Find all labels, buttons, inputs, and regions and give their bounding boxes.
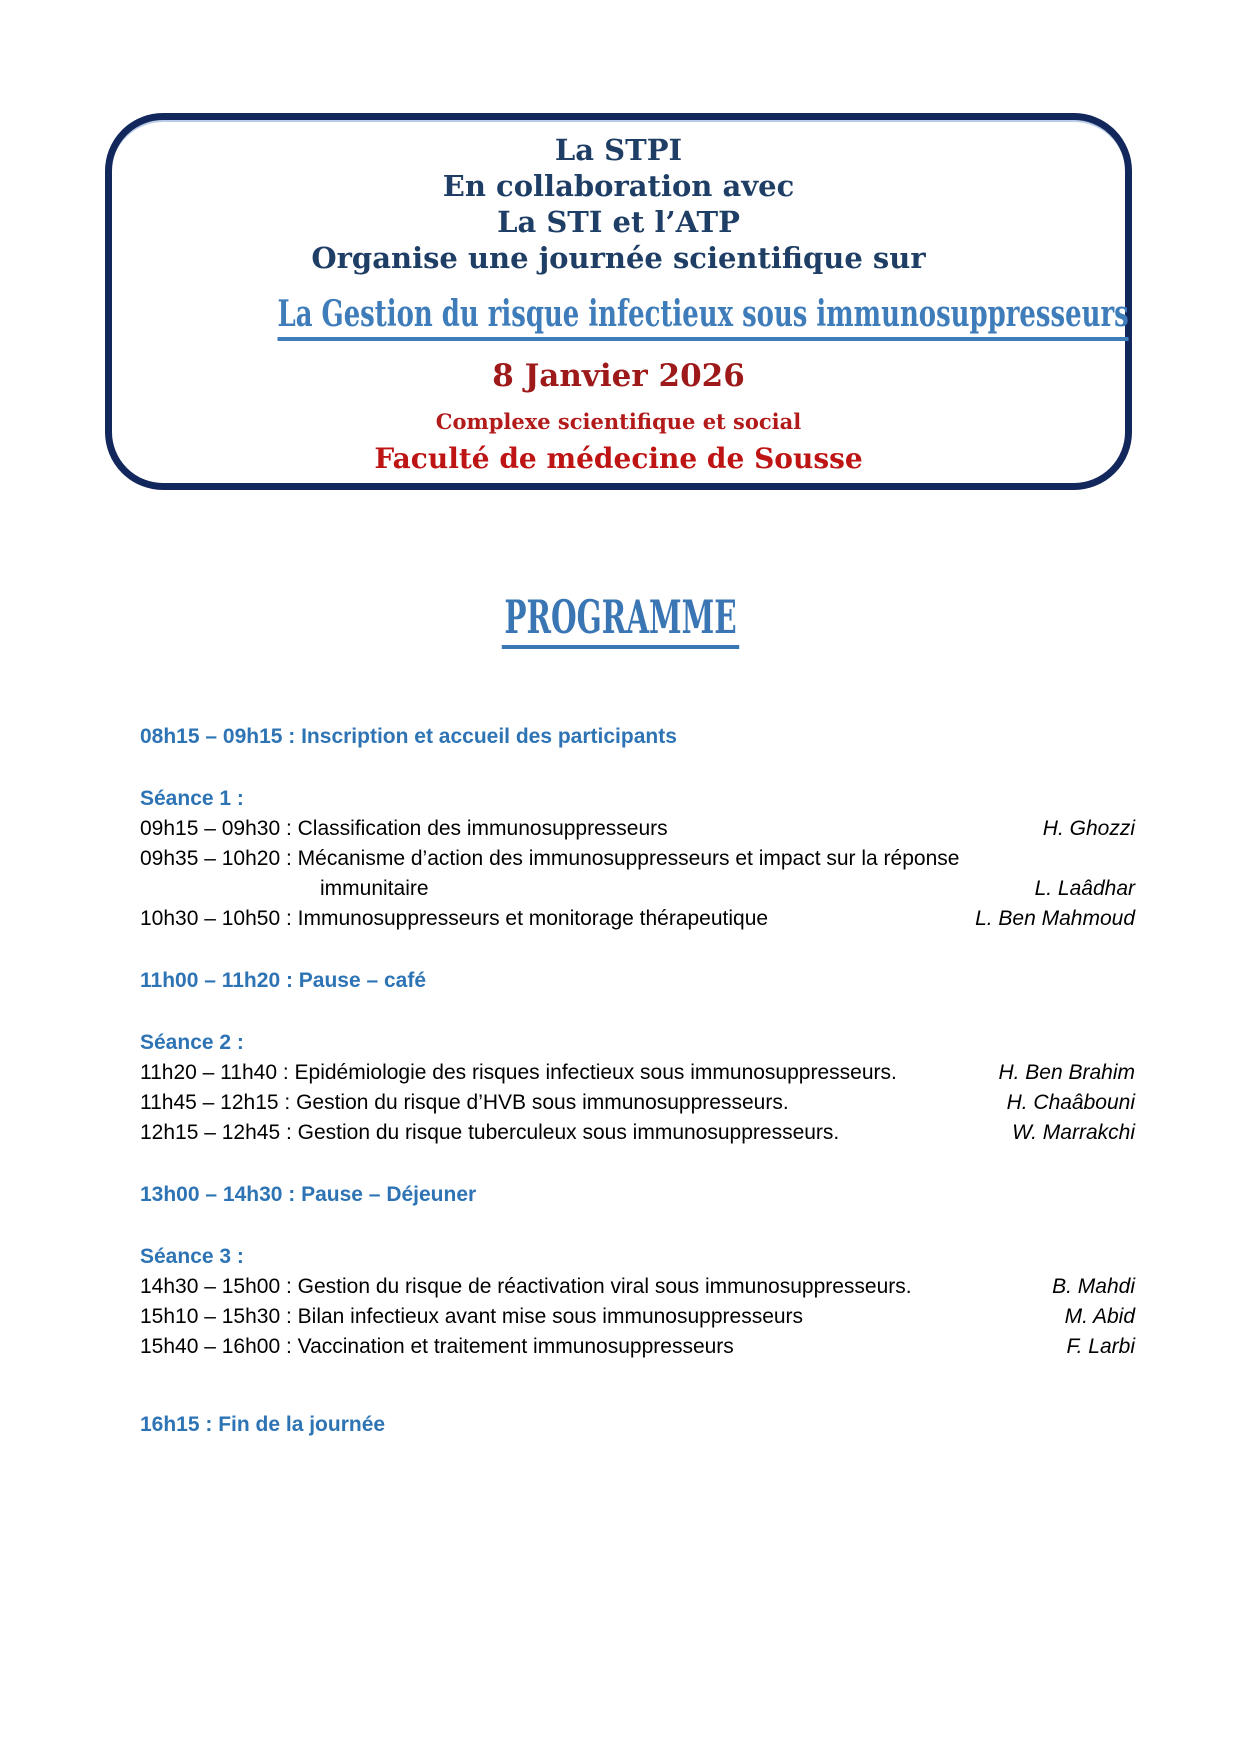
programme-heading-wrap	[0, 592, 1241, 649]
section-label-seance-3: Séance 3 :	[140, 1245, 244, 1268]
opening-line: 08h15 – 09h15 : Inscription et accueil des participants	[140, 725, 677, 748]
session-speaker: W. Marrakchi	[1012, 1121, 1135, 1144]
organizer-line: La STI et l’ATP	[497, 205, 740, 239]
section-label-seance-1: Séance 1 :	[140, 787, 244, 810]
session-text: 15h10 – 15h30 : Bilan infectieux avant mise sous immunosuppresseurs	[140, 1305, 804, 1328]
organizer-line: La STPI	[554, 133, 683, 167]
session-text-line1: 09h35 – 10h20 : Mécanisme d’action des immunosuppresseurs et impact sur la réponse	[140, 847, 960, 870]
session-text-line2: immunitaire	[320, 877, 429, 900]
session-speaker: M. Abid	[1064, 1305, 1135, 1328]
event-title: La Gestion du risque infectieux sous immunosuppresseurs	[278, 292, 1129, 341]
session-text: 09h15 – 09h30 : Classification des immunosuppresseurs	[140, 817, 668, 840]
organizer-line: En collaboration avec	[442, 169, 795, 203]
session-text: 11h45 – 12h15 : Gestion du risque d’HVB sous immunosuppresseurs.	[140, 1091, 789, 1114]
session-row	[140, 1058, 1135, 1088]
event-venue-building: Complexe scientifique et social	[435, 409, 802, 434]
session-text: 10h30 – 10h50 : Immunosuppresseurs et monitorage thérapeutique	[140, 907, 769, 930]
session-text: 12h15 – 12h45 : Gestion du risque tuberculeux sous immunosuppresseurs.	[140, 1121, 840, 1144]
session-speaker: L. Ben Mahmoud	[975, 907, 1135, 930]
session-row	[140, 844, 1135, 904]
section-label-seance-2: Séance 2 :	[140, 1031, 244, 1054]
session-row	[140, 1302, 1135, 1332]
session-text: 11h20 – 11h40 : Epidémiologie des risques infectieux sous immunosuppresseurs.	[140, 1061, 897, 1084]
session-speaker: B. Mahdi	[1052, 1275, 1135, 1298]
session-row	[140, 1332, 1135, 1362]
organizer-lines	[112, 120, 1125, 276]
pause-coffee-line: 11h00 – 11h20 : Pause – café	[140, 969, 427, 992]
session-speaker: L. Laâdhar	[1034, 877, 1135, 900]
programme-heading: PROGRAMME	[502, 592, 739, 649]
event-venue-faculty: Faculté de médecine de Sousse	[374, 442, 863, 475]
program-schedule	[140, 722, 1135, 1440]
session-text: 14h30 – 15h00 : Gestion du risque de réactivation viral sous immunosuppresseurs.	[140, 1275, 912, 1298]
organizer-line: Organise une journée scientifique sur	[311, 241, 926, 275]
closing-line: 16h15 : Fin de la journée	[140, 1413, 386, 1436]
event-banner-box	[105, 113, 1132, 490]
session-text-multiline	[140, 844, 959, 904]
pause-lunch-line: 13h00 – 14h30 : Pause – Déjeuner	[140, 1183, 477, 1206]
event-title-wrap	[112, 292, 1129, 341]
session-row	[140, 904, 1135, 934]
session-speaker: H. Chaâbouni	[1006, 1091, 1135, 1114]
session-row	[140, 1272, 1135, 1302]
session-row	[140, 814, 1135, 844]
session-row	[140, 1088, 1135, 1118]
session-text: 15h40 – 16h00 : Vaccination et traitement immunosuppresseurs	[140, 1335, 734, 1358]
session-speaker: H. Ben Brahim	[998, 1061, 1135, 1084]
session-speaker: F. Larbi	[1066, 1335, 1135, 1358]
session-speaker: H. Ghozzi	[1042, 817, 1135, 840]
event-date: 8 Janvier 2026	[492, 358, 745, 394]
session-row	[140, 1118, 1135, 1148]
